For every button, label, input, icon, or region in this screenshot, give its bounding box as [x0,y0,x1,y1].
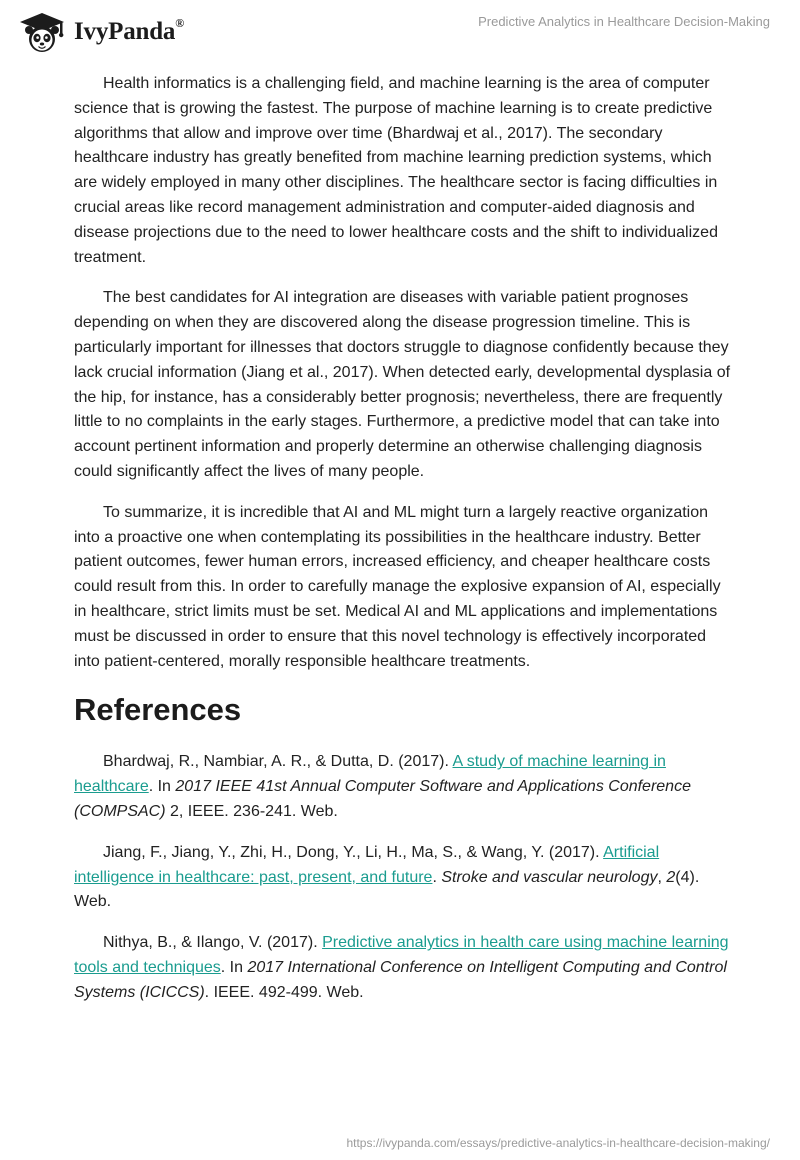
ivypanda-logo[interactable] [14,8,184,56]
reference-link[interactable]: Artificial intelligence in healthcare: past, present, and future [74,843,660,886]
reference-source: Stroke and vascular neurology [441,868,658,886]
paragraph-2: The best candidates for AI integration are diseases with variable patient prognoses depending on when they are discovered along the disease progression timeline. This is particularly important for illnesses that doctors struggle to diagnose confidently because they lack crucial information (Jiang et al., 2017). When detected early, developmental dysplasia of the hip, for instance, has a considerably better prognosis; nevertheless, there are frequently little to no complaints in the early stages. Furthermore, a predictive model that can take into account pertinent information and properly determine an otherwise challenging diagnosis could significantly affect the lives of many people. [74,289,731,480]
reference-item: Nithya, B., & Ilango, V. (2017). Predictive analytics in health care using machine learning tools and techniques. In 2017 International Conference on Intelligent Computing and Control Systems (ICICCS). IEEE. 492-499. Web. [74,934,729,1001]
paragraph-1: Health informatics is a challenging field, and machine learning is the area of computer science that is growing the fastest. The purpose of machine learning is to create predictive algorithms that allow and improve over time (Bhardwaj et al., 2017). The secondary healthcare industry has greatly benefited from machine learning prediction systems, which are widely employed in many other disciplines. The healthcare sector is facing difficulties in crucial areas like record management administration and computer-aided diagnosis and disease projections due to the need to lower healthcare costs and the shift to individualized treatment. [74,75,718,266]
reference-link[interactable]: A study of machine learning in healthcare [74,753,666,796]
page-header [0,0,800,70]
references-heading: References [74,692,242,728]
running-title: Predictive Analytics in Healthcare Decision-Making [478,14,770,29]
paragraph-3: To summarize, it is incredible that AI and ML might turn a largely reactive organization into a proactive one when contemplating its possibilities in the healthcare industry. Better patient outcomes, fewer human errors, increased efficiency, and cheaper healthcare costs could result from this. In order to carefully manage the explosive expansion of AI, especially in healthcare, strict limits must be set. Medical AI and ML applications and implementations must be discussed in order to ensure that this novel technology is effectively incorporated into patient-centered, morally responsible healthcare treatments. [74,503,721,670]
reference-link[interactable]: Predictive analytics in health care using machine learning tools and techniques [74,934,729,976]
reference-item: Jiang, F., Jiang, Y., Zhi, H., Dong, Y., Li, H., Ma, S., & Wang, Y. (2017). Artificial intelligence in healthcare: past, present, and future. Stroke and vascular neurology, 2(4). Web. [74,843,700,911]
reference-authors: Nithya, B., & Ilango, V. (2017). [103,934,323,952]
logo-wordmark: IvyPanda® [74,16,184,45]
reference-authors: Bhardwaj, R., Nambiar, A. R., & Dutta, D. (2017). [103,753,453,771]
reference-authors: Jiang, F., Jiang, Y., Zhi, H., Dong, Y., Li, H., Ma, S., & Wang, Y. (2017). [103,843,604,861]
reference-source: 2017 IEEE 41st Annual Computer Software and Applications Conference (COMPSAC) [74,778,691,820]
reference-item: Bhardwaj, R., Nambiar, A. R., & Dutta, D. (2017). A study of machine learning in healthcare. In 2017 IEEE 41st Annual Computer Software and Applications Conference (COMPSAC) 2, IEEE. 236-241. Web. [74,753,691,820]
reference-source: 2017 International Conference on Intelligent Computing and Control Systems (ICICCS) [74,958,727,1001]
reference-volume: 2 [666,868,676,886]
footer-url: https://ivypanda.com/essays/predictive-analytics-in-healthcare-decision-making/ [346,1136,770,1150]
panda-logo-icon [14,8,70,56]
registered-mark: ® [175,16,184,30]
essay-content [74,72,734,1022]
